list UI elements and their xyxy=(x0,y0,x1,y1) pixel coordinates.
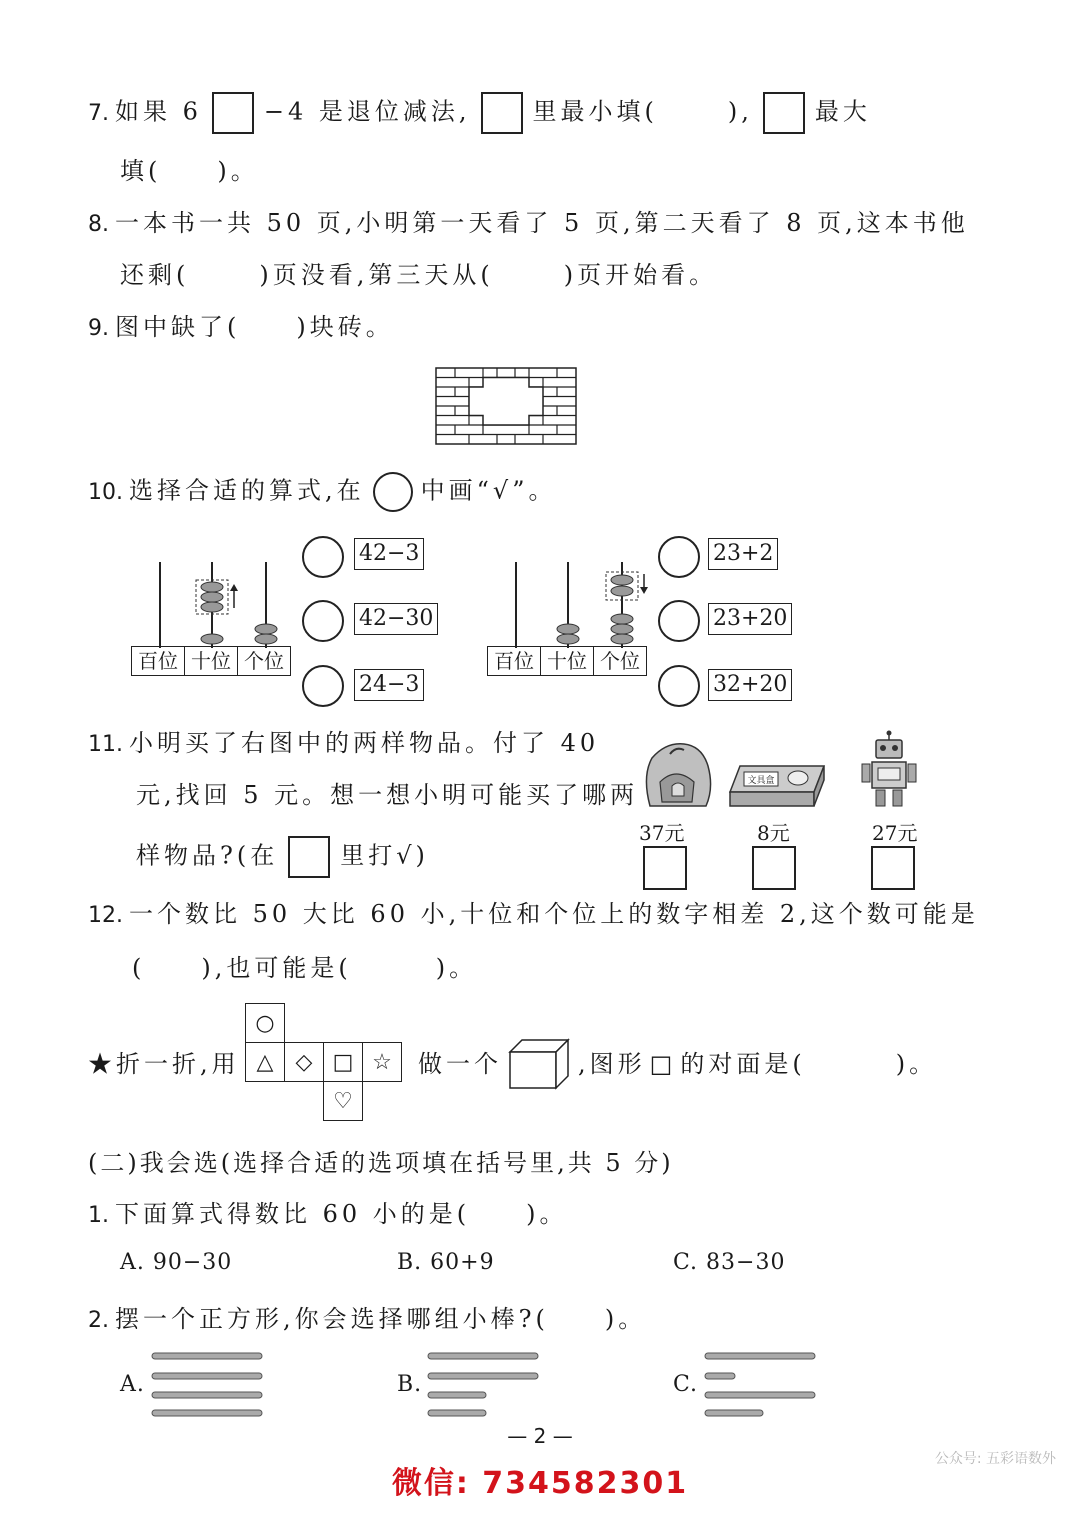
brick-wall-figure xyxy=(435,367,577,445)
q8-line2: 还剩( )页没看,第三天从( )页开始看。 xyxy=(120,261,718,289)
check-box-pencil-box[interactable] xyxy=(752,846,796,890)
square-symbol: □ xyxy=(649,1050,677,1078)
stick-option-c-label[interactable]: C. xyxy=(673,1372,699,1397)
circle-symbol xyxy=(373,472,413,512)
choice-a[interactable]: A. 90−30 xyxy=(120,1250,233,1275)
checkbox-symbol xyxy=(288,836,330,878)
public-account-watermark: 公众号: 五彩语数外 xyxy=(934,1451,1056,1467)
question-7: 7. 如果 6 −4 是退位减法, 里最小填( ), 最大 xyxy=(88,92,871,134)
abacus-right-figure xyxy=(486,560,656,648)
page-number: — 2 — xyxy=(507,1424,573,1448)
choice-b[interactable]: B. 60+9 xyxy=(397,1250,495,1275)
expression-box: 42−3 xyxy=(354,538,424,570)
q11-line2: 元,找回 5 元。想一想小明可能买了哪两 xyxy=(136,781,639,809)
net-face-square: □ xyxy=(324,1043,363,1082)
expression-box: 42−30 xyxy=(354,603,438,635)
answer-box[interactable] xyxy=(763,92,805,134)
robot-icon xyxy=(858,730,920,810)
expression-box: 23+2 xyxy=(708,538,778,570)
cube-icon xyxy=(508,1038,570,1090)
question-8: 8. 一本书一共 50 页,小明第一天看了 5 页,第二天看了 8 页,这本书他 xyxy=(88,209,969,237)
answer-circle[interactable] xyxy=(302,536,344,578)
price-label-robot: 27元 xyxy=(872,821,918,845)
answer-circle[interactable] xyxy=(658,665,700,707)
price-label-backpack: 37元 xyxy=(639,821,685,845)
expression-box: 24−3 xyxy=(354,669,424,701)
abacus-left-figure xyxy=(130,560,300,648)
star-question-part1: ★折一折,用 xyxy=(88,1050,240,1078)
backpack-icon xyxy=(636,736,716,812)
check-box-robot[interactable] xyxy=(871,846,915,890)
answer-box[interactable] xyxy=(212,92,254,134)
q11-line3: 样物品?(在 里打√) xyxy=(136,836,429,878)
q7-number: 7. xyxy=(88,100,109,126)
wechat-contact: 微信: 734582301 xyxy=(391,1466,689,1501)
answer-circle[interactable] xyxy=(658,536,700,578)
answer-circle[interactable] xyxy=(302,665,344,707)
star-question-part3: ,图形 □ 的对面是( )。 xyxy=(578,1050,938,1078)
stick-group-a xyxy=(150,1350,266,1420)
question-12: 12. 一个数比 50 大比 60 小,十位和个位上的数字相差 2,这个数可能是 xyxy=(88,900,979,928)
answer-circle[interactable] xyxy=(658,600,700,642)
stick-option-a-label[interactable]: A. xyxy=(120,1372,145,1397)
section-2-question-1: 1. 下面算式得数比 60 小的是( )。 xyxy=(88,1200,568,1228)
net-face-circle: ○ xyxy=(246,1004,285,1043)
expression-box: 23+20 xyxy=(708,603,792,635)
answer-circle[interactable] xyxy=(302,600,344,642)
check-box-backpack[interactable] xyxy=(643,846,687,890)
net-face-heart: ♡ xyxy=(324,1082,363,1121)
question-10: 10. 选择合适的算式,在 中画“√”。 xyxy=(88,472,556,512)
answer-box[interactable] xyxy=(481,92,523,134)
stick-group-b xyxy=(426,1350,542,1420)
question-9: 9. 图中缺了( )块砖。 xyxy=(88,313,394,341)
section-2-question-2: 2. 摆一个正方形,你会选择哪组小棒?( )。 xyxy=(88,1305,647,1333)
choice-c[interactable]: C. 83−30 xyxy=(673,1250,786,1275)
q7-line2: 填( )。 xyxy=(120,157,259,185)
stick-option-b-label[interactable]: B. xyxy=(397,1372,423,1397)
place-value-table-right: 百位 十位 个位 xyxy=(487,646,647,676)
net-face-diamond: ◇ xyxy=(285,1043,324,1082)
pencil-box-icon xyxy=(726,762,828,812)
net-face-star: ☆ xyxy=(363,1043,402,1082)
q12-line2: ( ),也可能是( )。 xyxy=(132,954,478,982)
stick-group-c xyxy=(703,1350,819,1420)
price-label-pencil-box: 8元 xyxy=(757,821,790,845)
pencil-box-label: 文具盒 xyxy=(747,776,775,786)
expression-box: 32+20 xyxy=(708,669,792,701)
net-face-triangle: △ xyxy=(246,1043,285,1082)
place-value-table-left: 百位 十位 个位 xyxy=(131,646,291,676)
star-question-part2: 做一个 xyxy=(418,1050,502,1078)
question-11: 11. 小明买了右图中的两样物品。付了 40 xyxy=(88,729,600,757)
cube-net-figure xyxy=(245,1003,402,1121)
section-2-title: (二)我会选(选择合适的选项填在括号里,共 5 分) xyxy=(88,1149,674,1177)
